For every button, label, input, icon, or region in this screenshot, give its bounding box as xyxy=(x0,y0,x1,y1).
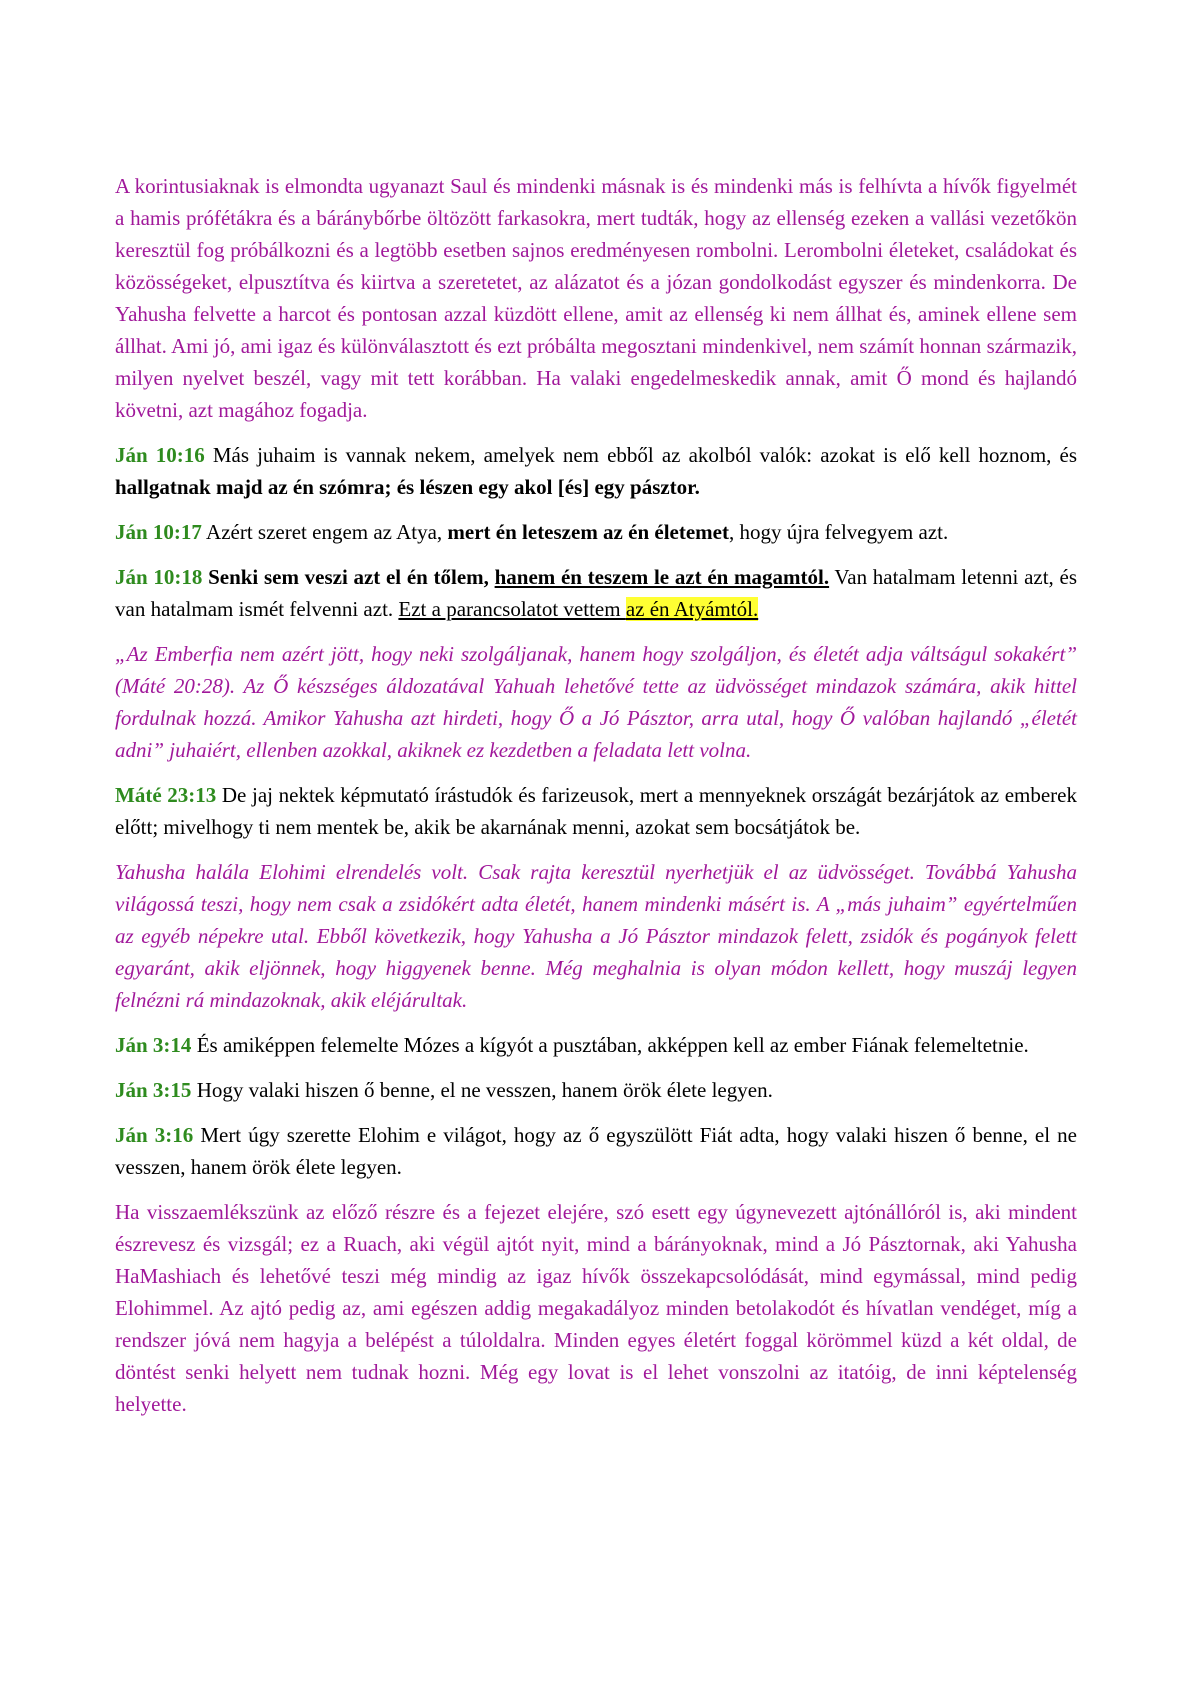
verse-bold-text: mert én leteszem az én életemet xyxy=(447,520,729,544)
verse-jan-3-15 xyxy=(115,1074,1077,1106)
document-page xyxy=(115,170,1077,1433)
verse-mate-23-13 xyxy=(115,779,1077,843)
verse-text: Mert úgy szerette Elohim e világot, hogy az ő egyszülött Fiát adta, hogy valaki hiszen ő benne, el ne vesszen, hanem örök élete legyen. xyxy=(115,1123,1077,1179)
verse-text: Hogy valaki hiszen ő benne, el ne vesszen, hanem örök élete legyen. xyxy=(191,1078,773,1102)
commentary-italic-paragraph: Yahusha halála Elohimi elrendelés volt. Csak rajta keresztül nyerhetjük el az üdvösséget. Továbbá Yahusha világossá teszi, hogy nem csak a zsidókért adta életét, hanem mindenki másért is. A „más juhaim” egyértelműen az egyéb népekre utal. Ebből következik, hogy Yahusha a Jó Pásztor mindazok felett, zsidók és pogányok felett egyaránt, akik eljönnek, hogy higgyenek benne. Még meghalnia is olyan módon kellett, hogy muszáj legyen felnézni rá mindazoknak, akik eléjárultak. xyxy=(115,860,1077,1012)
verse-jan-10-18 xyxy=(115,561,1077,625)
verse-text: És amiképpen felemelte Mózes a kígyót a pusztában, akképpen kell az ember Fiának felemeltetnie. xyxy=(191,1033,1029,1057)
commentary-paragraph: A korintusiaknak is elmondta ugyanazt Saul és mindenki másnak is és mindenki más is felhívta a hívők figyelmét a hamis prófétákra és a báránybőrbe öltözött farkasokra, mert tudták, hogy az ellenség ezeken a vallási vezetőkön keresztül fog próbálkozni és a legtöbb esetben sajnos eredményesen rombolni. Lerombolni életeket, családokat és közösségeket, elpusztítva és kiirtva a szeretetet, az alázatot és a józan gondolkodást egyszer és mindenkorra. De Yahusha felvette a harcot és pontosan azzal küzdött ellene, amit az ellenség ki nem állhat és, aminek ellene sem állhat. Ami jó, ami igaz és különválasztott és ezt próbálta megosztani mindenkivel, nem számít honnan származik, milyen nyelvet beszél, vagy mit tett korábban. Ha valaki engedelmeskedik annak, amit Ő mond és hajlandó követni, azt magához fogadja. xyxy=(115,174,1077,422)
verse-reference: Ján 10:18 xyxy=(115,565,203,589)
commentary-italic-paragraph: „Az Emberfia nem azért jött, hogy neki szolgáljanak, hanem hogy szolgáljon, és életét adja váltságul sokakért” (Máté 20:28). Az Ő készséges áldozatával Yahuah lehetővé tette az üdvösséget mindazok számára, akik hittel fordulnak hozzá. Amikor Yahusha azt hirdeti, hogy Ő a Jó Pásztor, arra utal, hogy Ő valóban hajlandó „életét adni” juhaiért, ellenben azokkal, akiknek ez kezdetben a feladata lett volna. xyxy=(115,642,1077,762)
commentary-paragraph: Ha visszaemlékszünk az előző részre és a fejezet elejére, szó esett egy úgynevezett ajtónállóról is, aki mindent észrevesz és vizsgál; ez a Ruach, aki végül ajtót nyit, mind a bárányoknak, mind a Jó Pásztornak, aki Yahusha HaMashiach és lehetővé teszi még mindig az igaz hívők összekapcsolódását, mind egymással, mind pedig Elohimmel. Az ajtó pedig az, ami egészen addig megakadályoz minden betolakodót és hívatlan vendéget, míg a rendszer jóvá nem hagyja a belépést a túloldalra. Minden egyes életért foggal körömmel küzd a két oldal, de döntést senki helyett nem tudnak hozni. Még egy lovat is el lehet vonszolni az itatóig, de inni képtelenség helyette. xyxy=(115,1200,1077,1416)
verse-jan-10-17 xyxy=(115,516,1077,548)
verse-underlined-text: Ezt a parancsolatot vettem xyxy=(398,597,626,621)
verse-bold-text: hallgatnak majd az én szómra; és lészen egy akol [és] egy pásztor. xyxy=(115,475,700,499)
verse-text: , hogy újra felvegyem azt. xyxy=(728,520,949,544)
verse-jan-10-16 xyxy=(115,439,1077,503)
verse-jan-3-14 xyxy=(115,1029,1077,1061)
verse-text: Van hatalmam letenni azt, és van hatalmam ismét felvenni azt. xyxy=(115,565,1077,621)
verse-reference: Ján 10:17 xyxy=(115,520,202,544)
verse-text: De jaj nektek képmutató írástudók és farizeusok, mert a mennyeknek országát bezárjátok az emberek előtt; mivelhogy ti nem mentek be, akik be akarnának menni, azokat sem bocsátjátok be. xyxy=(115,783,1077,839)
verse-text: Más juhaim is vannak nekem, amelyek nem ebből az akolból valók: azokat is elő kell hoznom, és xyxy=(204,443,1077,467)
verse-reference: Ján 3:16 xyxy=(115,1123,194,1147)
verse-reference: Máté 23:13 xyxy=(115,783,217,807)
verse-text: Azért szeret engem az Atya, xyxy=(201,520,448,544)
verse-bold-underlined-text: hanem én teszem le azt én magamtól. xyxy=(494,565,830,589)
verse-jan-3-16 xyxy=(115,1119,1077,1183)
verse-highlighted-text: az én Atyámtól. xyxy=(625,597,759,621)
verse-bold-text: Senki sem veszi azt el én tőlem, xyxy=(202,565,495,589)
verse-reference: Ján 3:14 xyxy=(115,1033,192,1057)
verse-reference: Ján 10:16 xyxy=(115,443,205,467)
verse-reference: Ján 3:15 xyxy=(115,1078,192,1102)
